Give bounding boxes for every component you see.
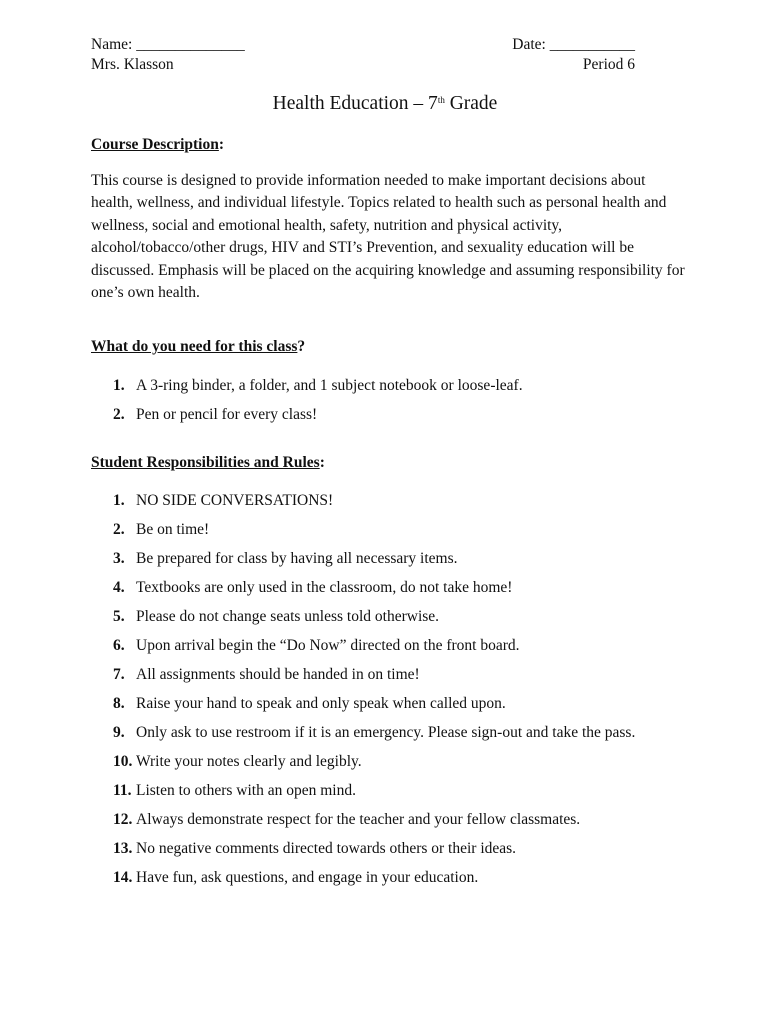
date-line: Date: ___________ <box>512 36 635 53</box>
rules-list <box>91 491 635 897</box>
list-text: Be on time! <box>136 521 210 538</box>
list-item <box>91 491 635 520</box>
list-text: Write your notes clearly and legibly. <box>136 753 362 770</box>
list-item <box>91 810 635 839</box>
needs-heading-punct: ? <box>297 338 306 355</box>
list-item <box>91 405 523 434</box>
title-grade: Grade <box>444 93 498 114</box>
list-number: 10. <box>113 753 133 770</box>
course-heading-text: Course Description <box>91 136 219 153</box>
list-item <box>91 723 635 752</box>
list-item <box>91 376 523 405</box>
list-number: 11. <box>113 782 132 799</box>
list-text: Listen to others with an open mind. <box>136 782 356 799</box>
list-number: 5. <box>113 608 125 625</box>
list-text: All assignments should be handed in on time! <box>136 666 420 683</box>
list-text: Only ask to use restroom if it is an emergency. Please sign-out and take the pass. <box>136 724 636 741</box>
list-number: 2. <box>113 521 125 538</box>
course-description-text: This course is designed to provide information needed to make important decisions about health, wellness, and individual lifestyle. Topics related to health such as personal health and wellness, social and emotional health, safety, nutrition and physical activity, alcohol/tobacco/other drugs, HIV and STI’s Prevention, and sexuality education will be discussed. Emphasis will be placed on the acquiring knowledge and assuming responsibility for one’s own health. <box>91 172 685 302</box>
needs-heading <box>91 338 305 356</box>
list-number: 2. <box>113 406 125 423</box>
list-item <box>91 839 635 868</box>
list-text: Upon arrival begin the “Do Now” directed on the front board. <box>136 637 520 654</box>
list-text: Always demonstrate respect for the teacher and your fellow classmates. <box>136 811 581 828</box>
list-number: 13. <box>113 840 133 857</box>
list-text: Have fun, ask questions, and engage in your education. <box>136 869 479 886</box>
name-line: Name: ______________ <box>91 36 245 53</box>
list-number: 7. <box>113 666 125 683</box>
list-number: 9. <box>113 724 125 741</box>
list-number: 3. <box>113 550 125 567</box>
title-superscript: th <box>437 95 445 105</box>
list-number: 14. <box>113 869 133 886</box>
page-title <box>0 93 770 115</box>
title-main: Health Education – 7 <box>272 93 438 114</box>
list-text: Raise your hand to speak and only speak when called upon. <box>136 695 506 712</box>
list-item <box>91 636 635 665</box>
list-text: Pen or pencil for every class! <box>136 406 318 423</box>
rules-heading-text: Student Responsibilities and Rules <box>91 454 320 471</box>
list-text: Textbooks are only used in the classroom, do not take home! <box>136 579 513 596</box>
list-number: 12. <box>113 811 133 828</box>
list-item <box>91 607 635 636</box>
rules-heading-colon: : <box>319 454 325 471</box>
course-heading-colon: : <box>218 136 225 153</box>
list-item <box>91 665 635 694</box>
list-item <box>91 868 635 897</box>
list-item <box>91 781 635 810</box>
list-text: NO SIDE CONVERSATIONS! <box>136 492 334 509</box>
list-number: 8. <box>113 695 125 712</box>
list-item <box>91 549 635 578</box>
list-item <box>91 752 635 781</box>
list-text: Be prepared for class by having all necessary items. <box>136 550 458 567</box>
list-item <box>91 520 635 549</box>
rules-heading <box>91 454 325 472</box>
list-text: A 3-ring binder, a folder, and 1 subject notebook or loose-leaf. <box>136 377 523 394</box>
list-text: Please do not change seats unless told otherwise. <box>136 608 440 625</box>
teacher-name: Mrs. Klasson <box>91 56 174 73</box>
list-number: 6. <box>113 637 125 654</box>
list-text: No negative comments directed towards others or their ideas. <box>136 840 517 857</box>
needs-list <box>91 376 523 434</box>
list-item <box>91 694 635 723</box>
needs-heading-text: What do you need for this class <box>91 338 298 355</box>
class-period: Period 6 <box>582 56 635 73</box>
list-item <box>91 578 635 607</box>
course-description-heading <box>91 136 224 154</box>
list-number: 1. <box>113 377 125 394</box>
list-number: 4. <box>113 579 125 596</box>
list-number: 1. <box>113 492 125 509</box>
